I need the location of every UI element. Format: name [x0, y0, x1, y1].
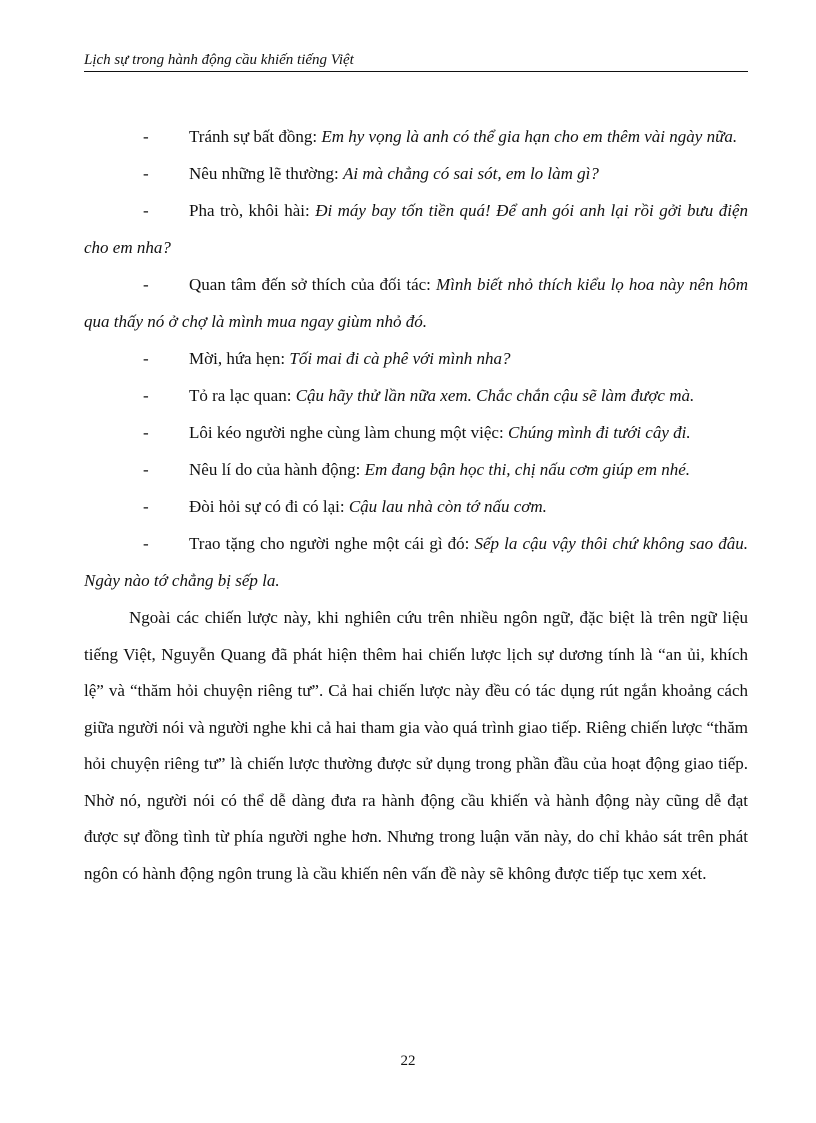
- strategy-label: Nêu lí do của hành động:: [189, 460, 365, 479]
- strategy-example: Đi máy bay tốn tiền quá! Để anh gói anh lại rồi gởi bưu điện cho em nha?: [84, 201, 748, 257]
- list-dash: -: [143, 497, 149, 516]
- list-item: [84, 340, 748, 377]
- page-number: 22: [400, 1053, 416, 1069]
- strategy-example: Em hy vọng là anh có thể gia hạn cho em thêm vài ngày nữa.: [321, 127, 738, 146]
- running-header: Lịch sự trong hành động cầu khiến tiếng Việt: [84, 51, 748, 72]
- page-body: [84, 118, 748, 892]
- list-dash: -: [143, 460, 149, 479]
- list-dash: -: [143, 275, 149, 294]
- list-item: [84, 414, 748, 451]
- list-item: [84, 377, 748, 414]
- strategy-label: Mời, hứa hẹn:: [189, 349, 290, 368]
- strategy-example: Ai mà chẳng có sai sót, em lo làm gì?: [342, 164, 599, 183]
- body-paragraph: Ngoài các chiến lược này, khi nghiên cứu trên nhiều ngôn ngữ, đặc biệt là trên ngữ liệu tiếng Việt, Nguyễn Quang đã phát hiện thêm hai chiến lược lịch sự dương tính là “an ủi, khích lệ” và “thăm hỏi chuyện riêng tư”. Cả hai chiến lược này đều có tác dụng rút ngắn khoảng cách giữa người nói và người nghe khi cả hai tham gia vào quá trình giao tiếp. Riêng chiến lược “thăm hỏi chuyện riêng tư” là chiến lược thường được sử dụng trong phần đầu của hoạt động giao tiếp. Nhờ nó, người nói có thể dễ dàng đưa ra hành động cầu khiến và hành động này cũng dễ đạt được sự đồng tình từ phía người nghe hơn. Nhưng trong luận văn này, do chỉ khảo sát trên phát ngôn có hành động ngôn trung là cầu khiến nên vấn đề này sẽ không được tiếp tục xem xét.: [84, 608, 748, 883]
- strategy-example: Cậu lau nhà còn tớ nấu cơm.: [348, 497, 547, 516]
- list-item: [84, 118, 748, 155]
- strategy-label: Đòi hỏi sự có đi có lại:: [189, 497, 349, 516]
- list-item: [84, 488, 748, 525]
- list-dash: -: [143, 349, 149, 368]
- list-dash: -: [143, 164, 149, 183]
- list-item: [84, 192, 748, 266]
- list-dash: -: [143, 127, 149, 146]
- strategy-example: Sếp la cậu vậy thôi chứ không sao đâu. Ngày nào tớ chẳng bị sếp la.: [84, 534, 748, 590]
- strategy-label: Quan tâm đến sở thích của đối tác:: [189, 275, 436, 294]
- strategy-example: Cậu hãy thử lần nữa xem. Chắc chắn cậu sẽ làm được mà.: [295, 386, 695, 405]
- strategy-label: Trao tặng cho người nghe một cái gì đó:: [189, 534, 475, 553]
- strategy-label: Tỏ ra lạc quan:: [189, 386, 296, 405]
- list-item: [84, 525, 748, 599]
- strategy-label: Lôi kéo người nghe cùng làm chung một việc:: [189, 423, 508, 442]
- list-dash: -: [143, 201, 149, 220]
- list-item: [84, 451, 748, 488]
- strategy-example: Mình biết nhỏ thích kiểu lọ hoa này nên hôm qua thấy nó ở chợ là mình mua ngay giùm nhỏ đó.: [84, 275, 749, 331]
- strategy-label: Tránh sự bất đồng:: [189, 127, 322, 146]
- list-dash: -: [143, 423, 149, 442]
- list-dash: -: [143, 386, 149, 405]
- strategy-label: Pha trò, khôi hài:: [189, 201, 316, 220]
- strategy-label: Nêu những lẽ thường:: [189, 164, 343, 183]
- list-item: [84, 266, 748, 340]
- strategy-example: Tối mai đi cà phê với mình nha?: [289, 349, 511, 368]
- list-dash: -: [143, 534, 149, 553]
- strategy-example: Em đang bận học thi, chị nấu cơm giúp em nhé.: [364, 460, 691, 479]
- strategy-example: Chúng mình đi tưới cây đi.: [507, 423, 691, 442]
- list-item: [84, 155, 748, 192]
